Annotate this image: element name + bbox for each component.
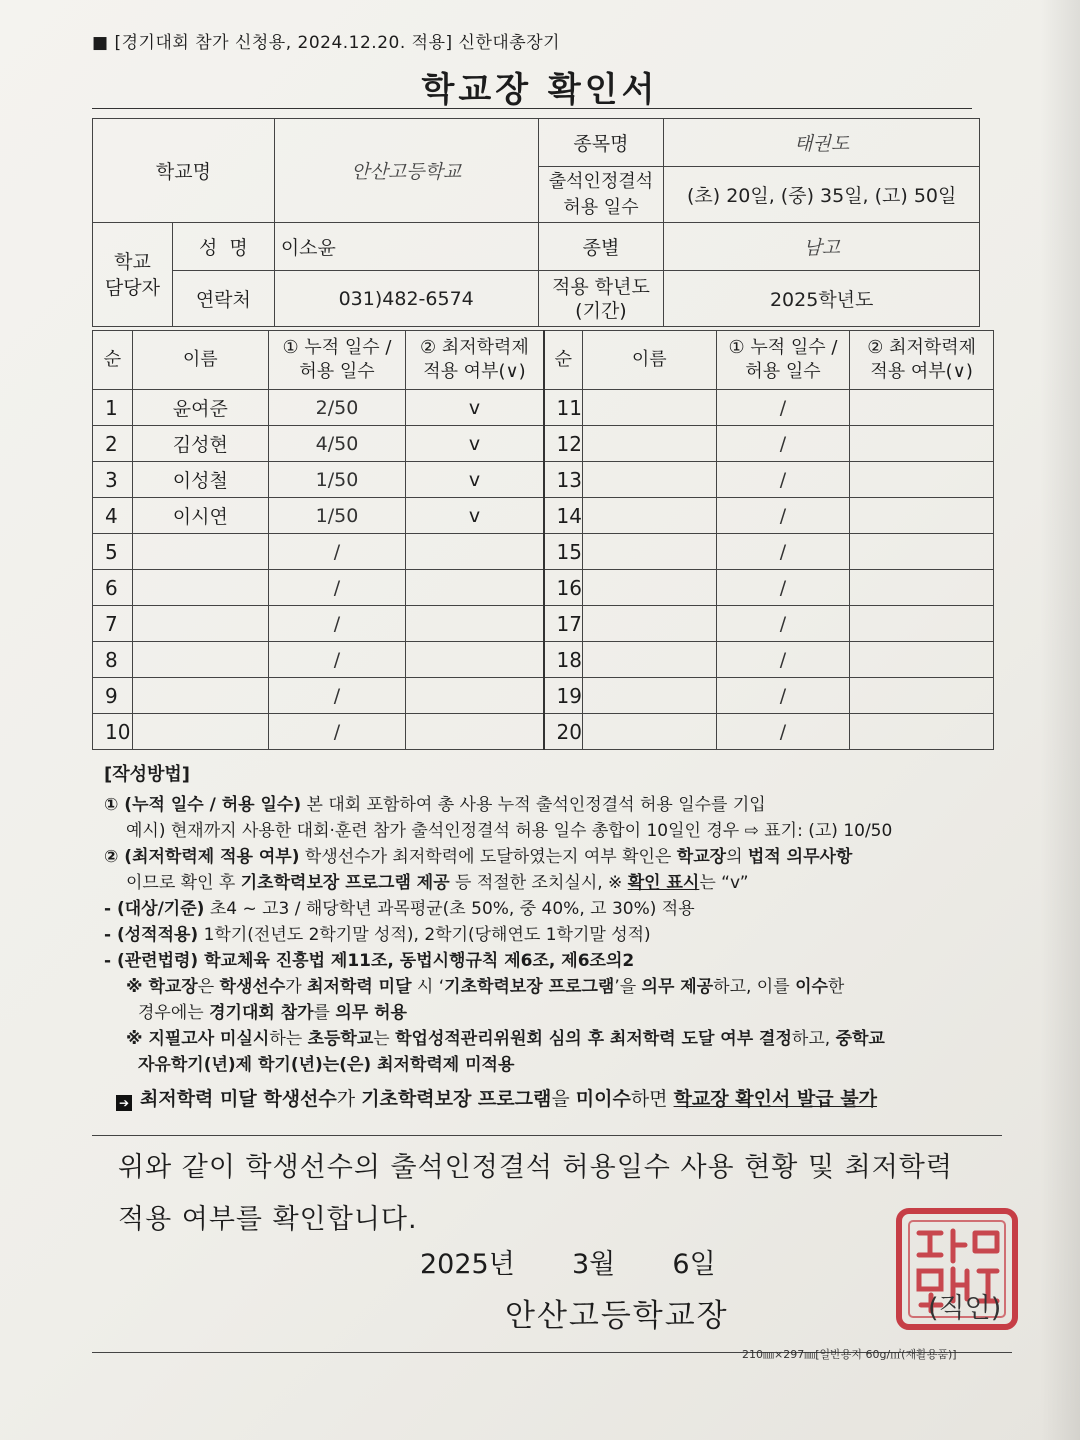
final-warning-e: 미이수 — [575, 1088, 631, 1110]
col-min-left-line2: 적용 여부(∨) — [423, 361, 526, 382]
student-name — [582, 390, 716, 426]
min-academic-check — [850, 534, 994, 570]
col-days-left-line1: ① 누적 일수 / — [282, 337, 392, 358]
instruction-line-3 — [104, 844, 1004, 870]
cumulative-days: 1/50 — [268, 498, 406, 534]
instruction-3-mid: 의 — [726, 847, 748, 867]
student-name — [582, 534, 716, 570]
col-min-left-line1: ② 최저학력제 — [420, 337, 529, 358]
instruction-8-j: 하고, 이를 — [713, 977, 796, 997]
student-name — [582, 426, 716, 462]
row-number: 17 — [544, 606, 583, 642]
final-warning-g: 학교장 확인서 발급 불가 — [673, 1088, 877, 1110]
instruction-4-e: 는 “v” — [699, 873, 749, 893]
cumulative-days: / — [716, 390, 850, 426]
instruction-1-text: 본 대회 포함하여 총 사용 누적 출석인정결석 허용 일수를 기입 — [301, 795, 766, 815]
instruction-8-l: 한 — [827, 977, 845, 997]
table-row — [93, 462, 994, 498]
row-number: 20 — [544, 714, 583, 750]
row-number: 5 — [93, 534, 133, 570]
student-name — [582, 642, 716, 678]
final-warning-a: 최저학력 미달 학생선수 — [140, 1088, 337, 1110]
student-name — [132, 606, 268, 642]
row-number: 9 — [93, 678, 133, 714]
student-name: 이시연 — [132, 498, 268, 534]
instruction-8-h: ’을 — [614, 977, 642, 997]
row-number: 12 — [544, 426, 583, 462]
instruction-line-10 — [104, 1026, 1004, 1052]
col-min-right-line2: 적용 여부(∨) — [870, 361, 973, 382]
min-academic-check — [406, 714, 544, 750]
instruction-9-d: 의무 허용 — [335, 1003, 407, 1023]
min-academic-check: v — [406, 462, 544, 498]
student-name — [132, 534, 268, 570]
cumulative-days: / — [716, 498, 850, 534]
col-name-left: 이름 — [132, 331, 268, 390]
instruction-3-bold-b: 법적 의무사항 — [747, 847, 853, 867]
instruction-7-term: - (관련법령) 학교체육 진흥법 제11조, 동법시행규칙 제6조, 제6조의2 — [104, 951, 635, 971]
min-academic-check — [406, 606, 544, 642]
min-academic-check — [406, 534, 544, 570]
cumulative-days: / — [716, 714, 850, 750]
paper-spec: 210㎜×297㎜[일반용지 60g/㎡(재활용품)] — [742, 1348, 957, 1361]
cumulative-days: / — [716, 570, 850, 606]
table-row — [93, 570, 994, 606]
event-label: 종목명 — [538, 119, 664, 167]
instruction-8-b: 은 — [197, 977, 220, 997]
absence-days-value: (초) 20일, (중) 35일, (고) 50일 — [664, 167, 980, 223]
row-number: 18 — [544, 642, 583, 678]
instruction-11-text: 자유학기(년)제 학기(년)는(은) 최저학력제 미적용 — [138, 1055, 515, 1075]
cumulative-days: / — [716, 678, 850, 714]
student-name — [582, 498, 716, 534]
year-label-line1: 적용 학년도 — [552, 275, 650, 298]
instruction-4-c: 등 적절한 조치실시, ※ — [449, 873, 628, 893]
issue-date: 2025년 3월 6일 — [420, 1249, 716, 1280]
col-days-right-line2: 허용 일수 — [745, 361, 821, 382]
cumulative-days: / — [268, 642, 406, 678]
cumulative-days: / — [268, 570, 406, 606]
min-academic-check — [850, 570, 994, 606]
cumulative-days: 4/50 — [268, 426, 406, 462]
instruction-line-8 — [104, 974, 1004, 1000]
contact-label: 연락처 — [172, 271, 274, 327]
row-number: 14 — [544, 498, 583, 534]
absence-label-line2: 허용 일수 — [563, 196, 639, 218]
min-academic-check — [850, 498, 994, 534]
table-row — [93, 606, 994, 642]
row-number: 2 — [93, 426, 133, 462]
instruction-9-a: 경우에는 — [138, 1003, 210, 1023]
min-academic-check: v — [406, 426, 544, 462]
table-row — [93, 642, 994, 678]
instruction-3-text: 학생선수가 최저학력에 도달하였는지 여부 확인은 — [299, 847, 677, 867]
final-warning-f: 하면 — [630, 1088, 674, 1110]
col-min-left — [406, 331, 544, 390]
min-academic-check — [850, 606, 994, 642]
min-academic-check — [850, 426, 994, 462]
year-label-line2: (기간) — [575, 299, 627, 322]
cumulative-days: / — [716, 462, 850, 498]
absence-days-label — [538, 167, 664, 223]
instruction-8-g: 기초학력보장 프로그램 — [444, 977, 615, 997]
row-number: 3 — [93, 462, 133, 498]
final-warning-c: 기초학력보장 프로그램 — [361, 1088, 552, 1110]
table-row — [93, 714, 994, 750]
manager-name-label: 성 명 — [172, 223, 274, 271]
col-days-right — [716, 331, 850, 390]
year-value: 2025학년도 — [664, 271, 980, 327]
min-academic-check — [406, 642, 544, 678]
col-no-left: 순 — [93, 331, 133, 390]
student-name: 윤여준 — [132, 390, 268, 426]
table-row — [93, 426, 994, 462]
instruction-line-1 — [104, 792, 1004, 818]
instruction-5-text: 초4 ~ 고3 / 해당학년 과목평균(초 50%, 중 40%, 고 30%) 적용 — [204, 899, 695, 919]
row-number: 8 — [93, 642, 133, 678]
min-academic-check: v — [406, 498, 544, 534]
instruction-8-d: 가 — [285, 977, 308, 997]
student-name — [582, 678, 716, 714]
student-name — [582, 714, 716, 750]
school-name: 안산고등학교 — [274, 119, 538, 223]
final-warning — [116, 1084, 877, 1111]
final-warning-d: 을 — [551, 1088, 576, 1110]
col-name-right: 이름 — [582, 331, 716, 390]
table-row — [93, 534, 994, 570]
min-academic-check — [406, 678, 544, 714]
instruction-10-d: 는 — [373, 1029, 396, 1049]
instruction-8-f: 시 ‘ — [411, 977, 445, 997]
student-name: 김성현 — [132, 426, 268, 462]
instruction-6-term: - (성적적용) — [104, 925, 199, 945]
row-number: 11 — [544, 390, 583, 426]
instruction-line-9 — [104, 1000, 1004, 1026]
cumulative-days: / — [268, 678, 406, 714]
seal-label: (직인) — [928, 1293, 1002, 1324]
instruction-8-c: 학생선수 — [219, 977, 286, 997]
instruction-4-b: 기초학력보장 프로그램 제공 — [240, 873, 450, 893]
row-number: 10 — [93, 714, 133, 750]
confirmation-line-1: 위와 같이 학생선수의 출석인정결석 허용일수 사용 현황 및 최저학력 — [118, 1152, 953, 1183]
student-name — [132, 570, 268, 606]
col-days-left — [268, 331, 406, 390]
student-name — [132, 678, 268, 714]
cumulative-days: / — [716, 606, 850, 642]
section-divider — [92, 1135, 1002, 1136]
min-academic-check — [850, 678, 994, 714]
confirmation-statement — [118, 1142, 953, 1246]
cumulative-days: / — [716, 534, 850, 570]
instruction-3-term: ② (최저학력제 적용 여부) — [104, 847, 300, 867]
cumulative-days: 1/50 — [268, 462, 406, 498]
instruction-10-b: 하는 — [269, 1029, 308, 1049]
col-no-right: 순 — [544, 331, 583, 390]
col-days-left-line2: 허용 일수 — [299, 361, 375, 382]
instruction-3-bold-a: 학교장 — [676, 847, 727, 867]
writing-instructions — [104, 762, 1004, 1078]
category-label: 종별 — [538, 223, 664, 271]
row-number: 13 — [544, 462, 583, 498]
event-name: 태권도 — [664, 119, 980, 167]
cumulative-days: / — [716, 426, 850, 462]
instruction-10-c: 초등학교 — [307, 1029, 374, 1049]
year-label — [538, 271, 664, 327]
table-row — [93, 390, 994, 426]
document-title: 학교장 확인서 — [421, 70, 659, 110]
manager-name: 이소윤 — [274, 223, 538, 271]
row-number: 6 — [93, 570, 133, 606]
student-name — [582, 462, 716, 498]
student-name — [582, 606, 716, 642]
instruction-8-k: 이수 — [795, 977, 828, 997]
absence-label-line1: 출석인정결석 — [548, 170, 654, 192]
principal-name: 안산고등학교장 — [505, 1298, 729, 1334]
instruction-8-e: 최저학력 미달 — [307, 977, 412, 997]
instruction-6-text: 1학기(전년도 2학기말 성적), 2학기(당해연도 1학기말 성적) — [198, 925, 651, 945]
row-number: 7 — [93, 606, 133, 642]
cumulative-days: / — [268, 534, 406, 570]
arrow-box-icon: ➔ — [116, 1095, 132, 1111]
contact-value: 031)482-6574 — [274, 271, 538, 327]
page-shadow — [1040, 0, 1080, 1440]
instruction-10-f: 하고, — [791, 1029, 836, 1049]
roster-body — [93, 390, 994, 750]
title-divider — [92, 108, 972, 109]
instructions-heading: [작성방법] — [104, 764, 191, 785]
col-min-right-line1: ② 최저학력제 — [867, 337, 977, 358]
instruction-line-7 — [104, 948, 1004, 974]
cumulative-days: / — [268, 606, 406, 642]
instruction-4-a: 이므로 확인 후 — [126, 873, 241, 893]
manager-label-line1: 학교 — [114, 250, 151, 273]
instruction-8-a: ※ 학교장 — [126, 977, 198, 997]
instruction-line-2: 예시) 현재까지 사용한 대회·훈련 참가 출석인정결석 허용 일수 총합이 10일인 경우 ⇨ 표기: (고) 10/50 — [126, 821, 893, 841]
instruction-10-e: 학업성적관리위원회 심의 후 최저학력 도달 여부 결정 — [395, 1029, 792, 1049]
student-name — [582, 570, 716, 606]
final-warning-b: 가 — [336, 1088, 362, 1110]
instruction-5-term: - (대상/기준) — [104, 899, 205, 919]
school-info-table — [92, 118, 980, 327]
instruction-9-b: 경기대회 참가 — [209, 1003, 314, 1023]
student-name — [132, 642, 268, 678]
min-academic-check — [850, 714, 994, 750]
manager-label-line2: 담당자 — [104, 276, 160, 299]
table-row — [93, 498, 994, 534]
instruction-10-a: ※ 지필고사 미실시 — [126, 1029, 270, 1049]
min-academic-check — [850, 462, 994, 498]
row-number: 19 — [544, 678, 583, 714]
confirmation-line-2: 적용 여부를 확인합니다. — [118, 1204, 418, 1235]
instruction-4-d: 확인 표시 — [627, 873, 700, 893]
row-number: 15 — [544, 534, 583, 570]
min-academic-check — [850, 642, 994, 678]
category-value: 남고 — [664, 223, 980, 271]
instruction-1-term: ① (누적 일수 / 허용 일수) — [104, 795, 302, 815]
table-row — [93, 678, 994, 714]
row-number: 1 — [93, 390, 133, 426]
instruction-8-i: 의무 제공 — [641, 977, 714, 997]
school-label: 학교명 — [93, 119, 275, 223]
manager-label — [93, 223, 173, 327]
row-number: 4 — [93, 498, 133, 534]
instruction-line-4 — [104, 870, 1004, 896]
student-roster-table — [92, 330, 994, 750]
instruction-line-5 — [104, 896, 1004, 922]
student-name — [132, 714, 268, 750]
instruction-10-g: 중학교 — [835, 1029, 885, 1049]
col-min-right — [850, 331, 994, 390]
cumulative-days: / — [716, 642, 850, 678]
student-name: 이성철 — [132, 462, 268, 498]
instruction-9-c: 를 — [313, 1003, 336, 1023]
min-academic-check: v — [406, 390, 544, 426]
min-academic-check — [406, 570, 544, 606]
header-note: ■ [경기대회 참가 신청용, 2024.12.20. 적용] 신한대총장기 — [92, 33, 561, 53]
instruction-line-11 — [104, 1052, 1004, 1078]
instruction-line-6 — [104, 922, 1004, 948]
col-days-right-line1: ① 누적 일수 / — [728, 337, 838, 358]
cumulative-days: 2/50 — [268, 390, 406, 426]
min-academic-check — [850, 390, 994, 426]
row-number: 16 — [544, 570, 583, 606]
cumulative-days: / — [268, 714, 406, 750]
